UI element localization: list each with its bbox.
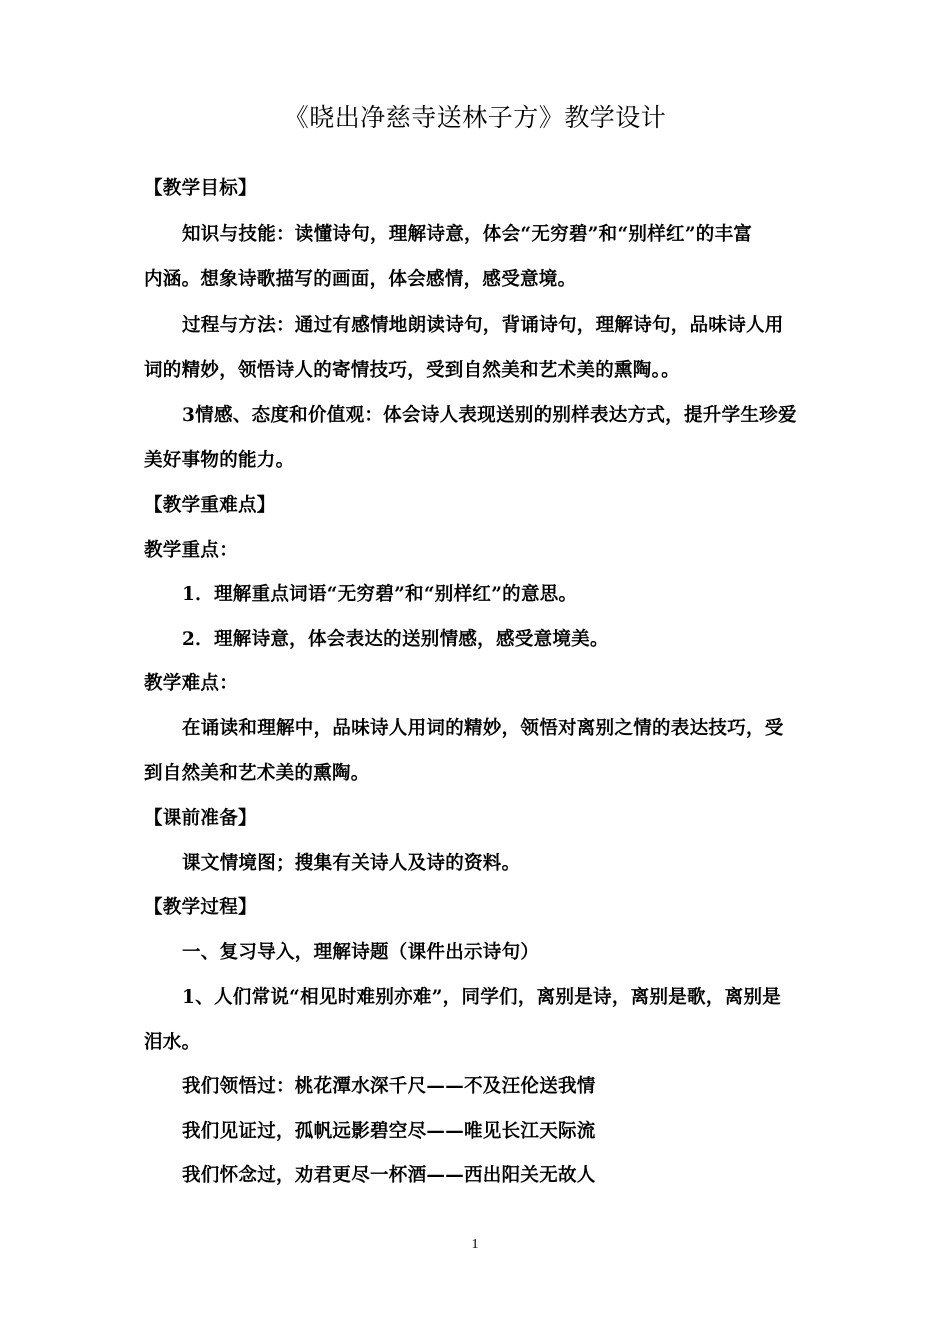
paragraph-line: 词的精妙，领悟诗人的寄情技巧，受到自然美和艺术美的熏陶。。 xyxy=(144,360,680,381)
paragraph-line: 3情感、态度和价值观：体会诗人表现送别的别样表达方式，提升学生珍爱 xyxy=(182,405,797,426)
poem-line: 我们领悟过：桃花潭水深千尺——不及汪伦送我情 xyxy=(182,1076,596,1097)
paragraph-line: 知识与技能：读懂诗句，理解诗意，体会“无穷碧”和“别样红”的丰富 xyxy=(182,224,753,245)
subheading-difficulties: 教学难点： xyxy=(144,673,239,694)
paragraph-line: 美好事物的能力。 xyxy=(144,450,295,471)
paragraph-line: 泪水。 xyxy=(144,1032,201,1053)
poem-line: 我们见证过，孤帆远影碧空尽——唯见长江天际流 xyxy=(182,1121,596,1142)
paragraph-line: 一、复习导入，理解诗题（课件出示诗句） xyxy=(182,942,540,963)
paragraph-line: 到自然美和艺术美的熏陶。 xyxy=(144,763,370,784)
paragraph-line: 课文情境图；搜集有关诗人及诗的资料。 xyxy=(182,853,521,874)
list-item: 1．理解重点词语“无穷碧”和“别样红”的意思。 xyxy=(182,584,578,605)
subheading-key-points: 教学重点： xyxy=(144,540,239,561)
page-number: 1 xyxy=(471,1237,479,1252)
paragraph-line: 在诵读和理解中，品味诗人用词的精妙，领悟对离别之情的表达技巧，受 xyxy=(182,718,784,739)
paragraph-line: 1、人们常说“相见时难别亦难”，同学们，离别是诗，离别是歌，离别是 xyxy=(182,987,782,1008)
document-title: 《晓出净慈寺送林子方》教学设计 xyxy=(283,103,667,132)
paragraph-line: 过程与方法：通过有感情地朗读诗句，背诵诗句，理解诗句，品味诗人用 xyxy=(182,315,784,336)
section-heading-teaching-objectives: 【教学目标】 xyxy=(144,178,257,199)
list-item: 2．理解诗意，体会表达的送别情感，感受意境美。 xyxy=(182,629,609,650)
poem-line: 我们怀念过，劝君更尽一杯酒——西出阳关无故人 xyxy=(182,1165,596,1186)
section-heading-key-points: 【教学重难点】 xyxy=(144,495,276,516)
section-heading-preparation: 【课前准备】 xyxy=(144,808,257,829)
paragraph-line: 内涵。想象诗歌描写的画面，体会感情，感受意境。 xyxy=(144,269,577,290)
section-heading-process: 【教学过程】 xyxy=(144,897,257,918)
